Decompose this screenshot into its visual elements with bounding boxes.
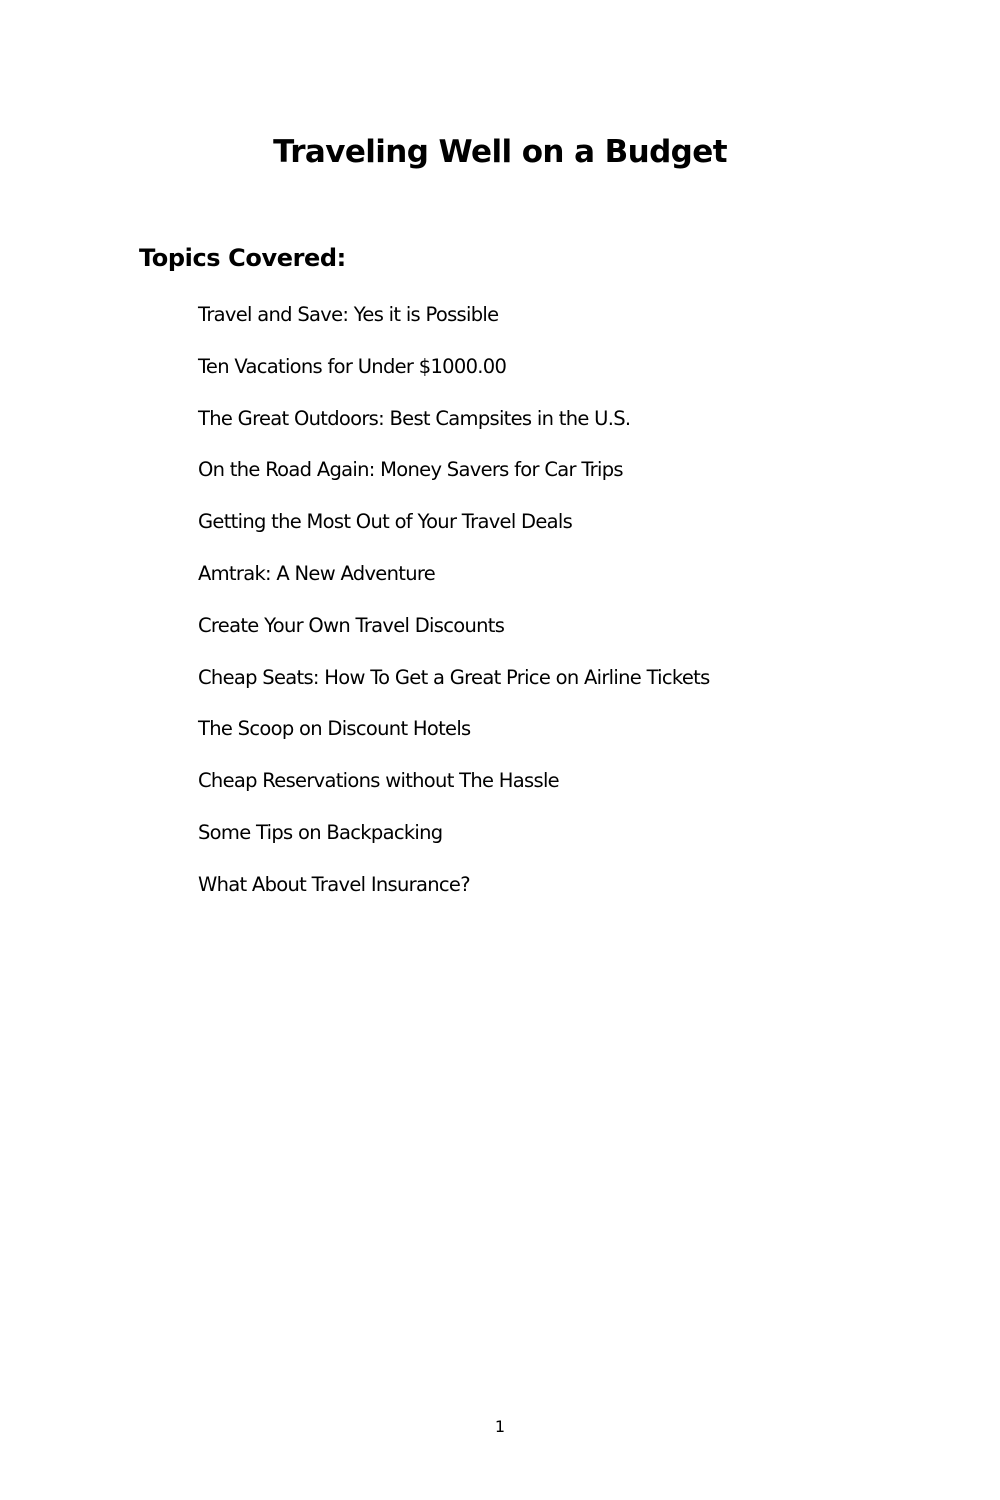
topics-list — [198, 300, 710, 922]
topic-item: Travel and Save: Yes it is Possible — [198, 303, 499, 326]
topic-item: Some Tips on Backpacking — [198, 820, 443, 844]
topic-item: The Great Outdoors: Best Campsites in the U.S. — [198, 406, 631, 430]
page-number: 1 — [494, 1417, 506, 1436]
topic-item: Cheap Reservations without The Hassle — [198, 769, 559, 793]
topic-item: The Scoop on Discount Hotels — [198, 717, 471, 741]
topic-item: Create Your Own Travel Discounts — [198, 613, 505, 637]
topic-item: Amtrak: A New Adventure — [198, 561, 436, 585]
topic-item: Cheap Seats: How To Get a Great Price on Airline Tickets — [198, 665, 710, 689]
section-heading: Topics Covered: — [139, 244, 346, 272]
topic-item: On the Road Again: Money Savers for Car Trips — [198, 458, 623, 482]
document-title: Traveling Well on a Budget — [273, 134, 727, 170]
topic-item: Ten Vacations for Under $1000.00 — [198, 354, 507, 378]
topic-item: Getting the Most Out of Your Travel Deals — [198, 510, 573, 534]
topic-item: What About Travel Insurance? — [198, 872, 470, 896]
